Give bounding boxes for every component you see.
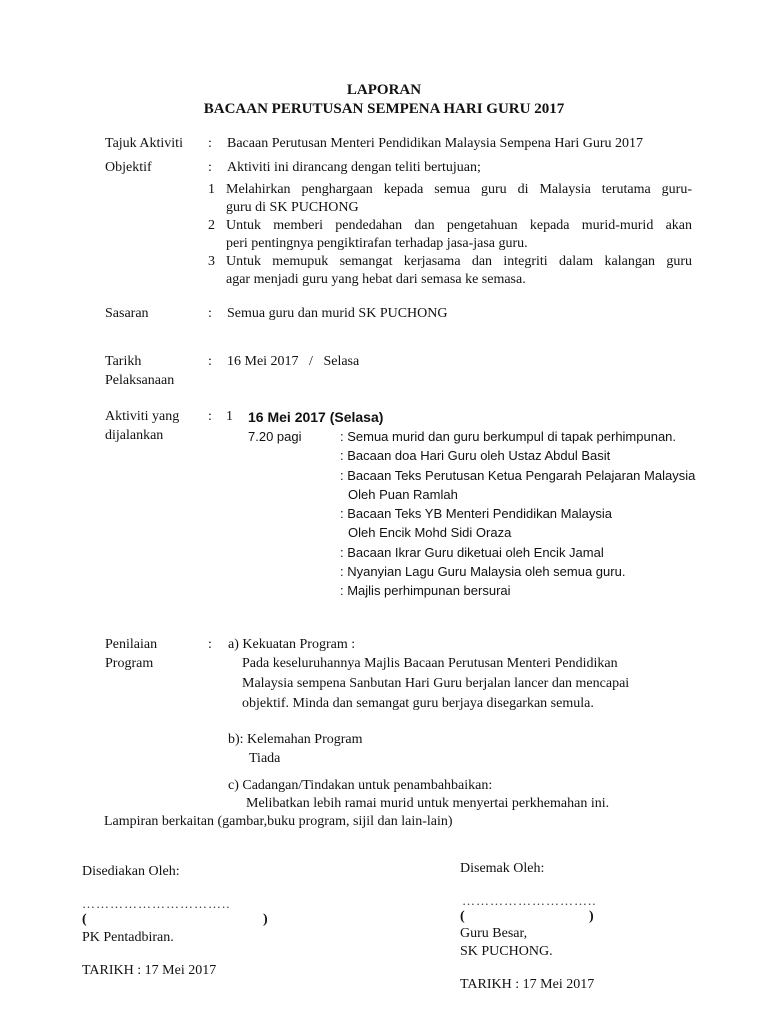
aktiviti-time: 7.20 pagi [248, 429, 302, 444]
aktiviti-item: : Bacaan Ikrar Guru diketuai oleh Encik Jamal [340, 545, 604, 560]
signature-line: ………………………….. [82, 896, 231, 911]
kekuatan-text: Malaysia sempena Sanbutan Hari Guru berjalan lancer dan mencapai [242, 676, 630, 691]
penilaian-label: Penilaian [105, 637, 158, 652]
cadangan-text: Melibatkan lebih ramai murid untuk menyertai perkhemahan ini. [246, 796, 610, 811]
objektif-intro: Aktiviti ini dirancang dengan teliti bertujuan; [227, 160, 481, 175]
cadangan-heading: c) Cadangan/Tindakan untuk penambahbaikan: [228, 778, 493, 793]
report-title: BACAAN PERUTUSAN SEMPENA HARI GURU 2017 [203, 101, 565, 117]
prepared-by-label: Disediakan Oleh: [82, 864, 180, 879]
sasaran-value: Semua guru dan murid SK PUCHONG [227, 306, 448, 321]
preparer-date: TARIKH : 17 Mei 2017 [82, 963, 217, 978]
aktiviti-label: Aktiviti yang [105, 409, 180, 424]
name-paren-close: ) [263, 912, 268, 927]
aktiviti-number: 1 [226, 409, 233, 424]
checker-school: SK PUCHONG. [460, 944, 553, 959]
objektif-item-line: peri pentingnya pengiktirafan terhadap jasa-jasa guru. [226, 236, 528, 251]
objektif-item-line: Untuk memupuk semangat kerjasama dan integriti dalam kalangan guru [226, 254, 692, 269]
checker-role: Guru Besar, [460, 926, 528, 941]
tarikh-label: Pelaksanaan [105, 373, 175, 388]
lampiran-text: Lampiran berkaitan (gambar,buku program, sijil dan lain-lain) [104, 814, 453, 829]
aktiviti-item: Oleh Encik Mohd Sidi Oraza [348, 525, 512, 540]
tajuk-colon: : [208, 136, 212, 151]
tarikh-label: Tarikh [105, 354, 142, 369]
kekuatan-heading: a) Kekuatan Program : [228, 637, 356, 652]
tarikh-colon: : [208, 354, 212, 369]
kekuatan-text: objektif. Minda dan semangat guru berjaya disegarkan semula. [242, 696, 594, 711]
name-paren-open: ( [460, 909, 465, 924]
objektif-item-number: 3 [208, 254, 215, 269]
tarikh-value: 16 Mei 2017 / Selasa [227, 354, 360, 369]
aktiviti-colon: : [208, 409, 212, 424]
aktiviti-label: dijalankan [105, 428, 164, 443]
aktiviti-item: : Semua murid dan guru berkumpul di tapak perhimpunan. [340, 429, 677, 444]
kelemahan-heading: b): Kelemahan Program [228, 732, 363, 747]
kekuatan-text: Pada keseluruhannya Majlis Bacaan Perutusan Menteri Pendidikan [242, 656, 618, 671]
aktiviti-item: Oleh Puan Ramlah [348, 487, 458, 502]
aktiviti-item: : Bacaan Teks Perutusan Ketua Pengarah Pelajaran Malaysia [340, 468, 696, 483]
aktiviti-date: 16 Mei 2017 (Selasa) [248, 409, 384, 425]
name-paren-open: ( [82, 912, 87, 927]
sasaran-colon: : [208, 306, 212, 321]
kelemahan-text: Tiada [249, 751, 281, 766]
signature-line: ……………………….. [462, 893, 597, 908]
aktiviti-item: : Majlis perhimpunan bersurai [340, 583, 511, 598]
objektif-label: Objektif [105, 160, 152, 175]
penilaian-label: Program [105, 656, 154, 671]
report-heading: LAPORAN [346, 82, 422, 98]
objektif-item-number: 1 [208, 182, 215, 197]
objektif-item-line: Untuk memberi pendedahan dan pengetahuan kepada murid-murid akan [226, 218, 692, 233]
aktiviti-item: : Bacaan doa Hari Guru oleh Ustaz Abdul Basit [340, 448, 611, 463]
objektif-colon: : [208, 160, 212, 175]
objektif-item-line: guru di SK PUCHONG [226, 200, 359, 215]
checked-by-label: Disemak Oleh: [460, 861, 545, 876]
checker-date: TARIKH : 17 Mei 2017 [460, 977, 595, 992]
objektif-item-number: 2 [208, 218, 215, 233]
sasaran-label: Sasaran [105, 306, 149, 321]
preparer-role: PK Pentadbiran. [82, 930, 174, 945]
penilaian-colon: : [208, 637, 212, 652]
objektif-item-line: agar menjadi guru yang hebat dari semasa ke semasa. [226, 272, 526, 287]
name-paren-close: ) [589, 909, 594, 924]
tajuk-value: Bacaan Perutusan Menteri Pendidikan Malaysia Sempena Hari Guru 2017 [227, 136, 644, 151]
aktiviti-item: : Nyanyian Lagu Guru Malaysia oleh semua guru. [340, 564, 626, 579]
tajuk-label: Tajuk Aktiviti [105, 136, 183, 151]
aktiviti-item: : Bacaan Teks YB Menteri Pendidikan Malaysia [340, 506, 612, 521]
objektif-item-line: Melahirkan penghargaan kepada semua guru di Malaysia terutama guru- [226, 182, 692, 197]
